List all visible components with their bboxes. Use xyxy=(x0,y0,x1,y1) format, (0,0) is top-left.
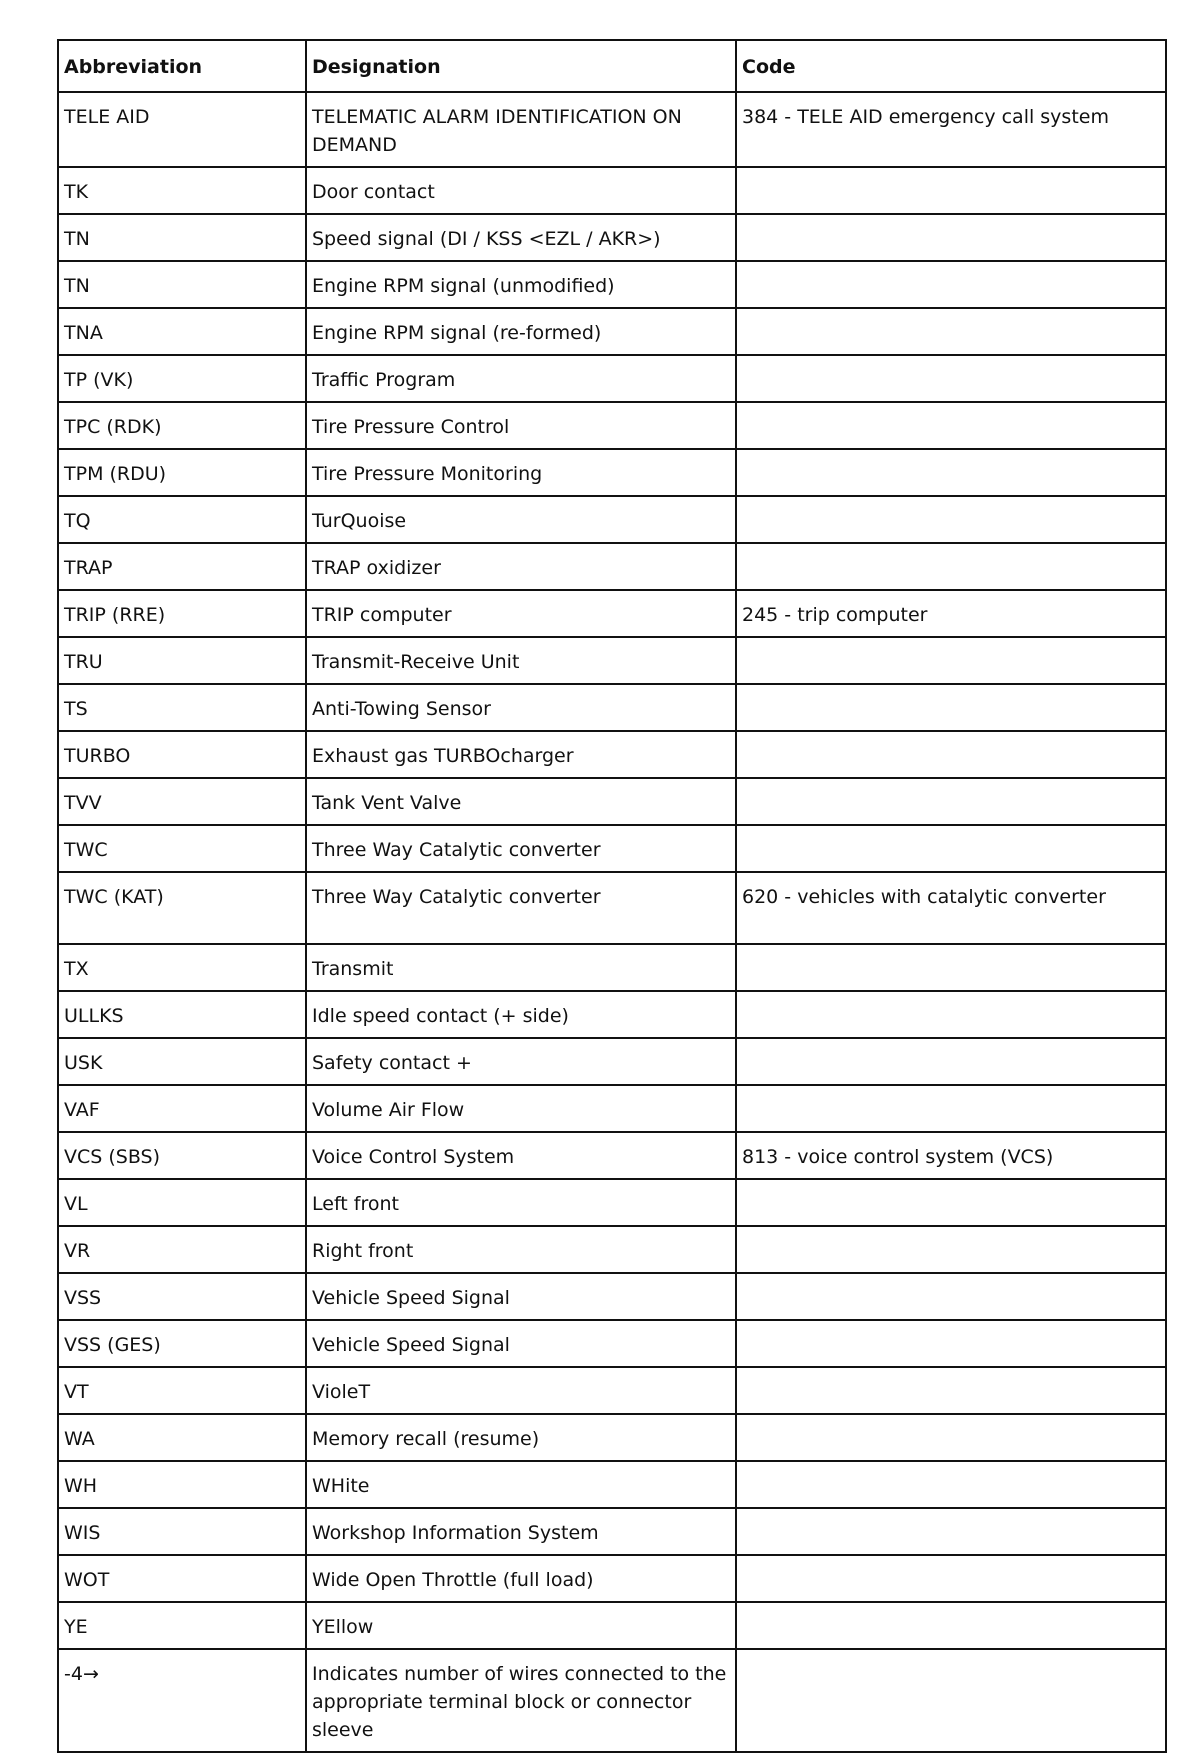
header-abbreviation: Abbreviation xyxy=(58,40,306,92)
cell-designation: Three Way Catalytic converter xyxy=(306,825,736,872)
cell-code xyxy=(736,355,1166,402)
table-row xyxy=(58,731,1166,778)
table-row xyxy=(58,872,1166,944)
cell-code xyxy=(736,1508,1166,1555)
cell-abbreviation: -4→ xyxy=(58,1649,306,1752)
cell-designation: Speed signal (DI / KSS <EZL / AKR>) xyxy=(306,214,736,261)
table-row xyxy=(58,1461,1166,1508)
cell-abbreviation: TPC (RDK) xyxy=(58,402,306,449)
cell-code xyxy=(736,1414,1166,1461)
cell-code xyxy=(736,1273,1166,1320)
cell-code xyxy=(736,684,1166,731)
cell-abbreviation: TWC xyxy=(58,825,306,872)
table-row xyxy=(58,778,1166,825)
cell-designation: Exhaust gas TURBOcharger xyxy=(306,731,736,778)
table-row xyxy=(58,1508,1166,1555)
cell-designation: Workshop Information System xyxy=(306,1508,736,1555)
cell-abbreviation: VSS (GES) xyxy=(58,1320,306,1367)
cell-designation: Tank Vent Valve xyxy=(306,778,736,825)
table-row xyxy=(58,637,1166,684)
table-row xyxy=(58,167,1166,214)
cell-code xyxy=(736,1461,1166,1508)
cell-abbreviation: TS xyxy=(58,684,306,731)
cell-code xyxy=(736,1555,1166,1602)
cell-code: 245 - trip computer xyxy=(736,590,1166,637)
cell-abbreviation: TURBO xyxy=(58,731,306,778)
cell-abbreviation: VT xyxy=(58,1367,306,1414)
table-row xyxy=(58,1555,1166,1602)
table-row xyxy=(58,944,1166,991)
cell-abbreviation: VL xyxy=(58,1179,306,1226)
table-row xyxy=(58,825,1166,872)
cell-designation: Traffic Program xyxy=(306,355,736,402)
cell-code xyxy=(736,1602,1166,1649)
cell-abbreviation: VR xyxy=(58,1226,306,1273)
table-row xyxy=(58,1273,1166,1320)
cell-code xyxy=(736,1226,1166,1273)
cell-code xyxy=(736,944,1166,991)
cell-abbreviation: TN xyxy=(58,261,306,308)
header-code: Code xyxy=(736,40,1166,92)
cell-designation: Memory recall (resume) xyxy=(306,1414,736,1461)
table-row xyxy=(58,1367,1166,1414)
cell-designation: Indicates number of wires connected to the appropriate terminal block or connector sleeve xyxy=(306,1649,736,1752)
cell-designation: Door contact xyxy=(306,167,736,214)
cell-code xyxy=(736,1085,1166,1132)
table-row xyxy=(58,496,1166,543)
cell-code xyxy=(736,1179,1166,1226)
cell-designation: Vehicle Speed Signal xyxy=(306,1320,736,1367)
cell-code xyxy=(736,1038,1166,1085)
cell-code xyxy=(736,637,1166,684)
table-row xyxy=(58,991,1166,1038)
cell-designation: Safety contact + xyxy=(306,1038,736,1085)
cell-abbreviation: VAF xyxy=(58,1085,306,1132)
cell-code: 384 - TELE AID emergency call system xyxy=(736,92,1166,167)
cell-abbreviation: TQ xyxy=(58,496,306,543)
cell-abbreviation: TVV xyxy=(58,778,306,825)
cell-abbreviation: TRU xyxy=(58,637,306,684)
cell-abbreviation: TWC (KAT) xyxy=(58,872,306,944)
cell-designation: Tire Pressure Monitoring xyxy=(306,449,736,496)
cell-designation: Anti-Towing Sensor xyxy=(306,684,736,731)
cell-designation: Engine RPM signal (re-formed) xyxy=(306,308,736,355)
cell-abbreviation: TK xyxy=(58,167,306,214)
cell-abbreviation: TN xyxy=(58,214,306,261)
cell-abbreviation: TPM (RDU) xyxy=(58,449,306,496)
cell-designation: Engine RPM signal (unmodified) xyxy=(306,261,736,308)
cell-designation: TRIP computer xyxy=(306,590,736,637)
cell-designation: Tire Pressure Control xyxy=(306,402,736,449)
cell-abbreviation: WH xyxy=(58,1461,306,1508)
table-row xyxy=(58,1179,1166,1226)
cell-code xyxy=(736,1649,1166,1752)
table-row xyxy=(58,543,1166,590)
cell-code xyxy=(736,402,1166,449)
abbreviation-table xyxy=(57,39,1167,1753)
cell-designation: Voice Control System xyxy=(306,1132,736,1179)
cell-abbreviation: TRIP (RRE) xyxy=(58,590,306,637)
cell-designation: VioleT xyxy=(306,1367,736,1414)
cell-code xyxy=(736,543,1166,590)
cell-designation: Vehicle Speed Signal xyxy=(306,1273,736,1320)
table-row xyxy=(58,355,1166,402)
cell-abbreviation: TRAP xyxy=(58,543,306,590)
table-row xyxy=(58,261,1166,308)
cell-abbreviation: VCS (SBS) xyxy=(58,1132,306,1179)
cell-designation: Right front xyxy=(306,1226,736,1273)
cell-abbreviation: TX xyxy=(58,944,306,991)
cell-code xyxy=(736,731,1166,778)
table-row xyxy=(58,1132,1166,1179)
cell-designation: YEllow xyxy=(306,1602,736,1649)
cell-code xyxy=(736,778,1166,825)
cell-abbreviation: VSS xyxy=(58,1273,306,1320)
cell-abbreviation: TNA xyxy=(58,308,306,355)
cell-abbreviation: WA xyxy=(58,1414,306,1461)
cell-abbreviation: TELE AID xyxy=(58,92,306,167)
cell-designation: WHite xyxy=(306,1461,736,1508)
cell-abbreviation: ULLKS xyxy=(58,991,306,1038)
table-row xyxy=(58,449,1166,496)
cell-code: 620 - vehicles with catalytic converter xyxy=(736,872,1166,944)
table-row xyxy=(58,1602,1166,1649)
table-row xyxy=(58,92,1166,167)
cell-code: 813 - voice control system (VCS) xyxy=(736,1132,1166,1179)
cell-code xyxy=(736,449,1166,496)
cell-designation: Volume Air Flow xyxy=(306,1085,736,1132)
cell-abbreviation: YE xyxy=(58,1602,306,1649)
cell-designation: Idle speed contact (+ side) xyxy=(306,991,736,1038)
cell-code xyxy=(736,825,1166,872)
cell-abbreviation: USK xyxy=(58,1038,306,1085)
header-designation: Designation xyxy=(306,40,736,92)
table-row xyxy=(58,402,1166,449)
cell-abbreviation: WIS xyxy=(58,1508,306,1555)
table-row xyxy=(58,308,1166,355)
table-row xyxy=(58,1226,1166,1273)
cell-designation: TRAP oxidizer xyxy=(306,543,736,590)
table-row xyxy=(58,1414,1166,1461)
table-row xyxy=(58,214,1166,261)
cell-code xyxy=(736,1367,1166,1414)
cell-code xyxy=(736,214,1166,261)
cell-code xyxy=(736,167,1166,214)
cell-designation: Wide Open Throttle (full load) xyxy=(306,1555,736,1602)
table-row xyxy=(58,1038,1166,1085)
cell-designation: TurQuoise xyxy=(306,496,736,543)
cell-code xyxy=(736,496,1166,543)
cell-designation: Three Way Catalytic converter xyxy=(306,872,736,944)
cell-designation: Transmit-Receive Unit xyxy=(306,637,736,684)
cell-designation: Transmit xyxy=(306,944,736,991)
cell-code xyxy=(736,1320,1166,1367)
cell-code xyxy=(736,991,1166,1038)
cell-abbreviation: WOT xyxy=(58,1555,306,1602)
cell-designation: Left front xyxy=(306,1179,736,1226)
table-row xyxy=(58,1085,1166,1132)
cell-abbreviation: TP (VK) xyxy=(58,355,306,402)
cell-code xyxy=(736,308,1166,355)
cell-code xyxy=(736,261,1166,308)
table-row xyxy=(58,1649,1166,1752)
table-row xyxy=(58,590,1166,637)
table-row xyxy=(58,1320,1166,1367)
table-header-row xyxy=(58,40,1166,92)
cell-designation: TELEMATIC ALARM IDENTIFICATION ON DEMAND xyxy=(306,92,736,167)
table-row xyxy=(58,684,1166,731)
